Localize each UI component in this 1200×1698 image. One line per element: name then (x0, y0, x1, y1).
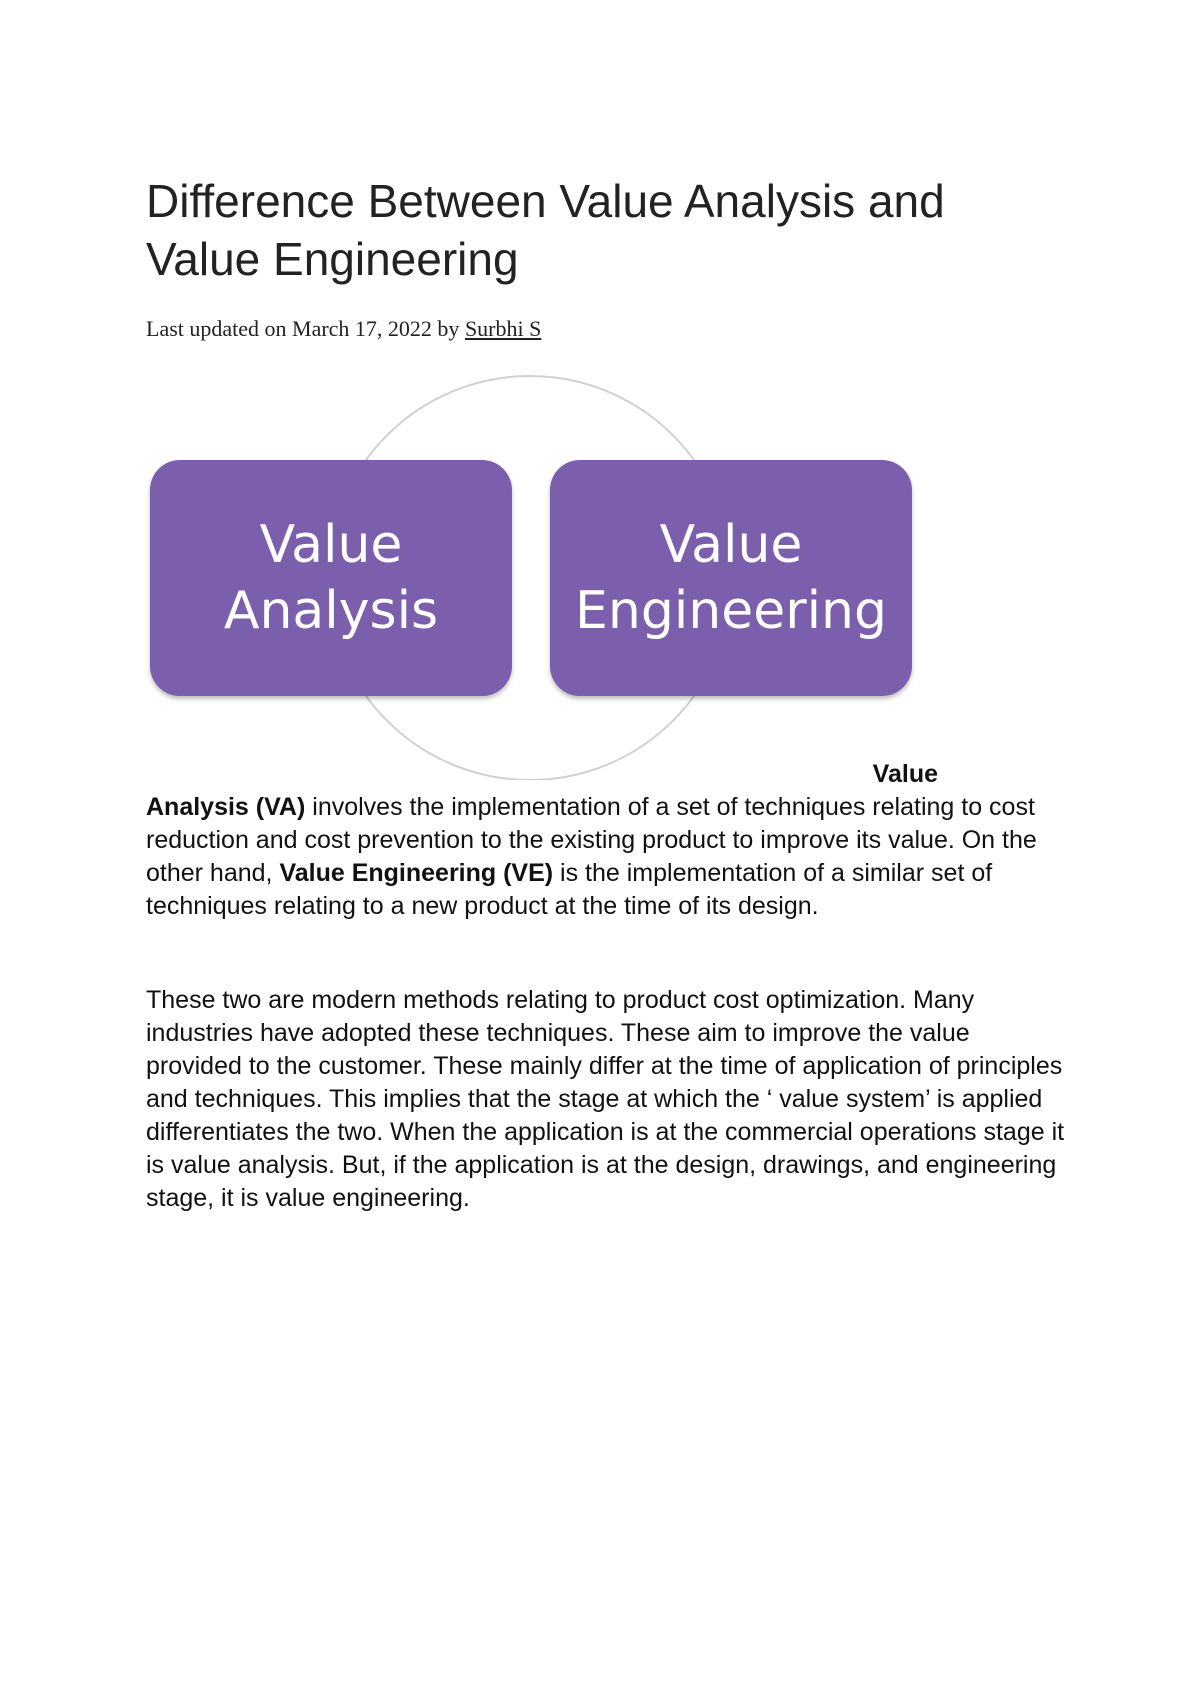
intro-paragraph (146, 758, 1066, 923)
value-analysis-line2: Analysis (223, 581, 439, 641)
value-diagram (140, 370, 920, 780)
value-engineering-box (550, 460, 912, 696)
value-engineering-line2: Engineering (575, 581, 887, 641)
term-va-line2: Analysis (VA) (146, 793, 306, 821)
value-analysis-line1: Value (259, 515, 403, 575)
page-title: Difference Between Value Analysis and Value Engineering (146, 175, 945, 285)
value-analysis-box (150, 460, 512, 696)
term-ve: Value Engineering (VE) (279, 859, 554, 887)
detail-paragraph: These two are modern methods relating to product cost optimization. Many industries have adopted these techniques. These aim to improve the value provided to the customer. These mainly differ at the time of application of principles and techniques. This implies that the stage at which the ‘ value system’ is applied differentiates the two. When the application is at the commercial operations stage it is value analysis. But, if the application is at the design, drawings, and engineering stage, it is value engineering. (146, 986, 1065, 1212)
intro-text-1: involves the implementation of a set of techniques relating to cost reduction and cost prevention to the existing product to improve its value. On the other hand, (146, 793, 1037, 887)
author-link[interactable]: Surbhi S (464, 316, 542, 341)
term-va-line1: Value (872, 760, 938, 788)
value-engineering-line1: Value (659, 515, 803, 575)
byline (146, 315, 541, 343)
intro-text-2: is the implementation of a similar set of techniques relating to a new product at the time of its design. (146, 859, 993, 920)
byline-prefix: Last updated on March 17, 2022 by (146, 316, 465, 341)
